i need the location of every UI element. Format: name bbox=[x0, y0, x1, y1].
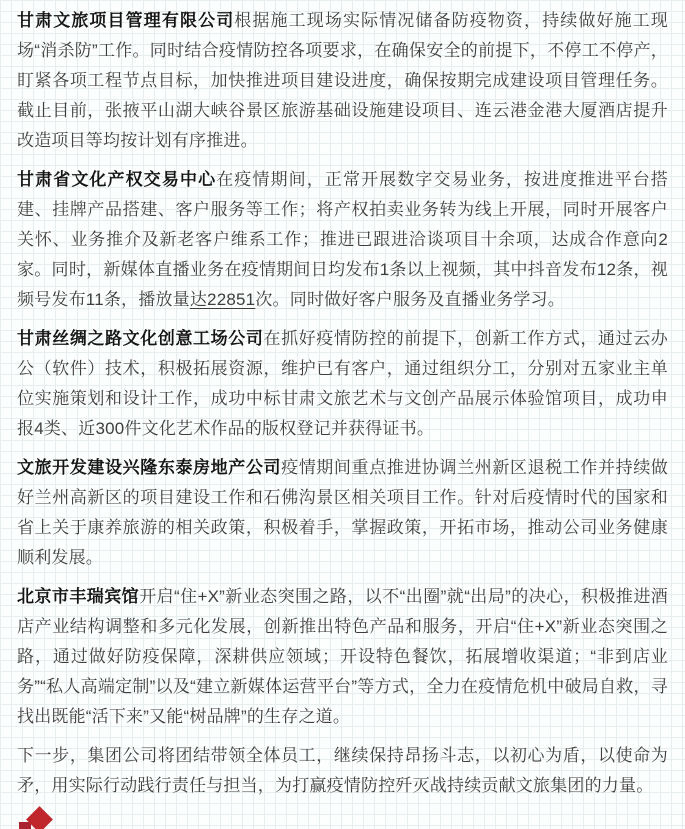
paragraph-text: 根据施工现场实际情况储备防疫物资，持续做好施工现场“消杀防”工作。同时结合疫情防控各项要求，在确保安全的前提下，不停工不停产，盯紧各项工程节点目标，加快推进项目建设进度，确保按期完成建设项目管理任务。截止目前，张掖平山湖大峡谷景区旅游基础设施建设项目、连云港金港大厦酒店提升改造项目等均按计划有序推进。 bbox=[17, 11, 668, 150]
paragraph-text: 疫情期间重点推进协调兰州新区退税工作并持续做好兰州高新区的项目建设工作和石佛沟景区相关项目工作。针对后疫情时代的国家和省上关于康养旅游的相关政策，积极着手，掌握政策，开拓市场，推动公司业务健康顺利发展。 bbox=[17, 458, 669, 567]
paragraph bbox=[17, 6, 668, 156]
paragraph bbox=[17, 582, 668, 732]
red-flag-divider bbox=[17, 813, 668, 829]
paragraph-text: 次。同时做好客户服务及直播业务学习。 bbox=[255, 290, 565, 309]
paragraph-text: 在疫情期间，正常开展数字交易业务，按进度推进平台搭建、挂牌产品搭建、客户服务等工作；将产权拍卖业务转为线上开展，同时开展客户关怀、业务推介及新老客户维系工作；推进已跟进洽谈项目十余项，达成合作意向2家。同时，新媒体直播业务在疫情期间日均发布1条以上视频，其中抖音发布12条，视频号发布11条，播放量 bbox=[17, 170, 669, 309]
paragraph bbox=[17, 741, 668, 801]
company-name: 甘肃丝绸之路文化创意工场公司 bbox=[17, 329, 264, 348]
company-name: 北京市丰瑞宾馆 bbox=[17, 587, 140, 606]
paragraph bbox=[17, 324, 668, 444]
paragraph bbox=[17, 165, 668, 315]
company-name: 甘肃文旅项目管理有限公司 bbox=[17, 11, 235, 30]
paragraph-text: 在抓好疫情防控的前提下，创新工作方式，通过云办公（软件）技术，积极拓展资源，维护已有客户，通过组织分工，分别对五家业主单位实施策划和设计工作，成功中标甘肃文旅艺术与文创产品展示体验馆项目，成功申报4类、近300件文化艺术作品的版权登记并获得证书。 bbox=[17, 329, 668, 438]
paragraph bbox=[17, 453, 668, 573]
underlined-stat: 达22851 bbox=[189, 290, 256, 309]
paragraph-text: 开启“住+X”新业态突围之路，以不“出圈”就“出局”的决心，积极推进酒店产业结构调整和多元化发展，创新推出特色产品和服务，开启“住+X”新业态突围之路，通过做好防疫保障，深耕供应领域；开设特色餐饮，拓展增收渠道；“非到店业务”“私人高端定制”以及“建立新媒体运营平台”等方式，全力在疫情危机中破局自救，寻找出既能“活下来”又能“树品牌”的生存之道。 bbox=[17, 587, 669, 726]
paragraph-text: 下一步，集团公司将团结带领全体员工，继续保持昂扬斗志，以初心为盾，以使命为矛，用实际行动践行责任与担当，为打赢疫情防控歼灭战持续贡献文旅集团的力量。 bbox=[17, 746, 668, 795]
company-name: 文旅开发建设兴隆东泰房地产公司 bbox=[17, 458, 282, 477]
company-name: 甘肃省文化产权交易中心 bbox=[17, 170, 217, 189]
